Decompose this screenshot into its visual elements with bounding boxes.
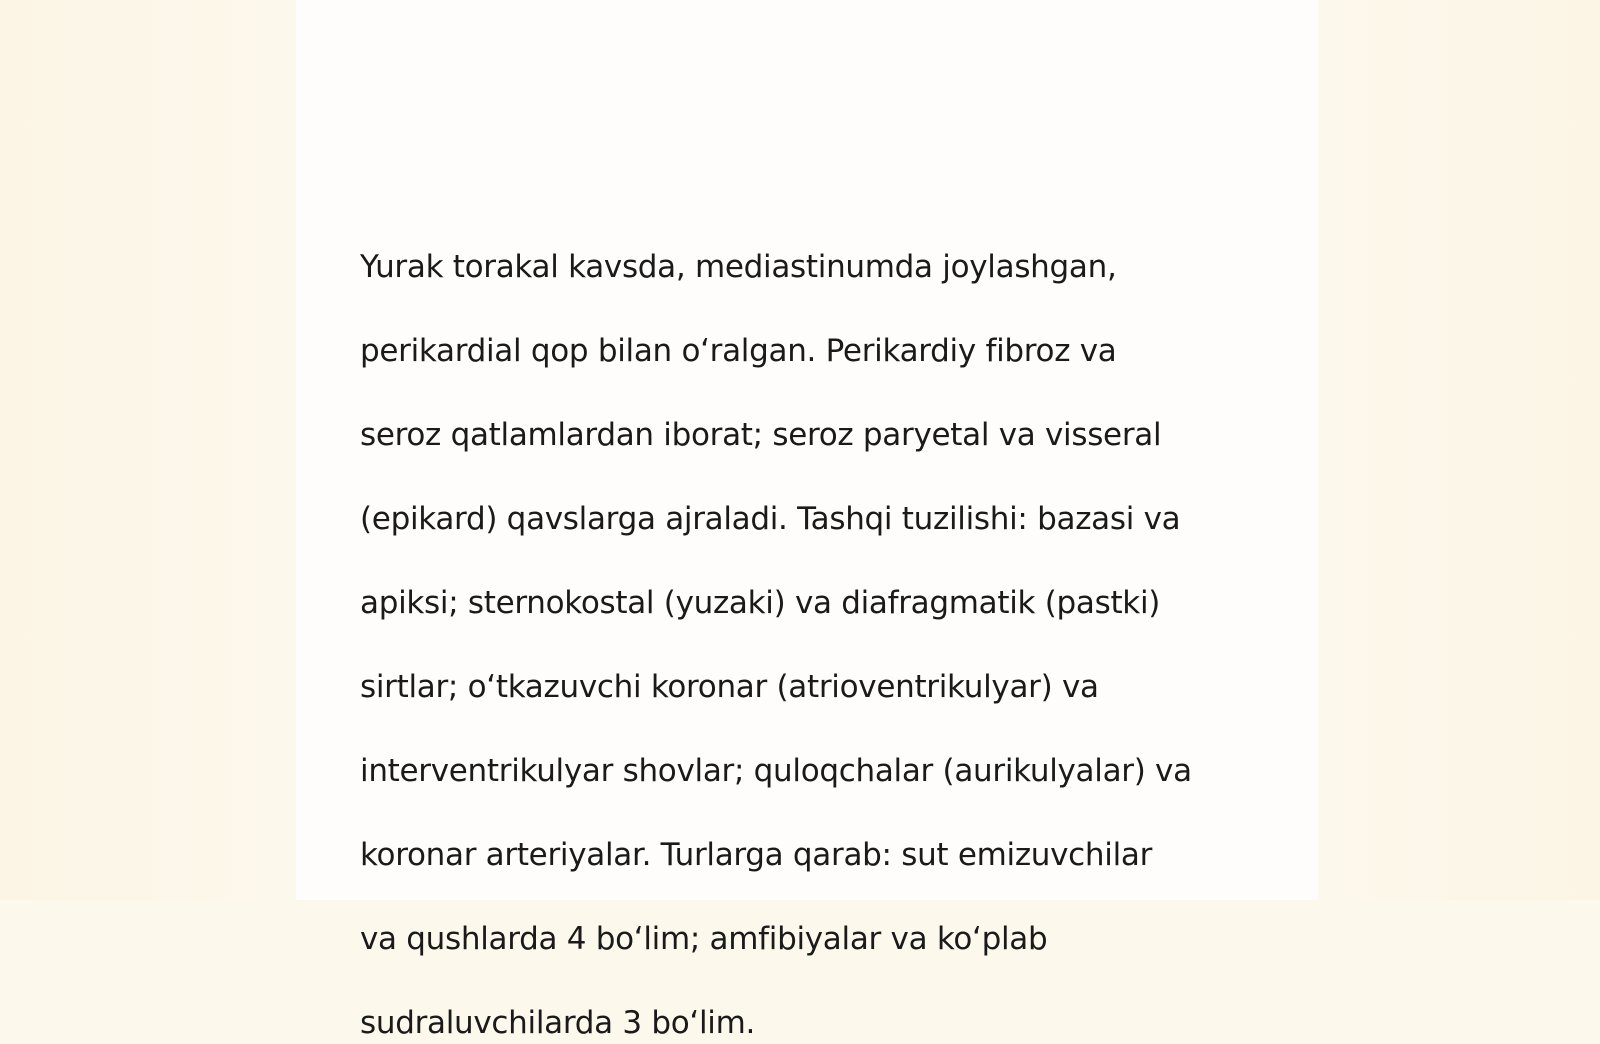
- body-line-4: (epikard) qavslarga ajraladi. Tashqi tuzilishi: bazasi va: [360, 501, 1181, 537]
- body-line-1: Yurak torakal kavsda, mediastinumda joylashgan,: [360, 249, 1117, 285]
- slide-body-text: [360, 204, 1260, 1044]
- body-line-10: sudraluvchilarda 3 bo‘lim.: [360, 1005, 756, 1041]
- body-line-7: interventrikulyar shovlar; quloqchalar (aurikulyalar) va: [360, 753, 1192, 789]
- slide-canvas: [296, 0, 1318, 1041]
- body-line-6: sirtlar; o‘tkazuvchi koronar (atrioventrikulyar) va: [360, 669, 1099, 705]
- body-line-8: koronar arteriyalar. Turlarga qarab: sut emizuvchilar: [360, 837, 1153, 873]
- body-line-5: apiksi; sternokostal (yuzaki) va diafragmatik (pastki): [360, 585, 1161, 621]
- body-line-3: seroz qatlamlardan iborat; seroz paryetal va visseral: [360, 417, 1162, 453]
- body-line-2: perikardial qop bilan o‘ralgan. Perikardiy fibroz va: [360, 333, 1117, 369]
- body-line-9: va qushlarda 4 bo‘lim; amfibiyalar va ko‘plab: [360, 921, 1048, 957]
